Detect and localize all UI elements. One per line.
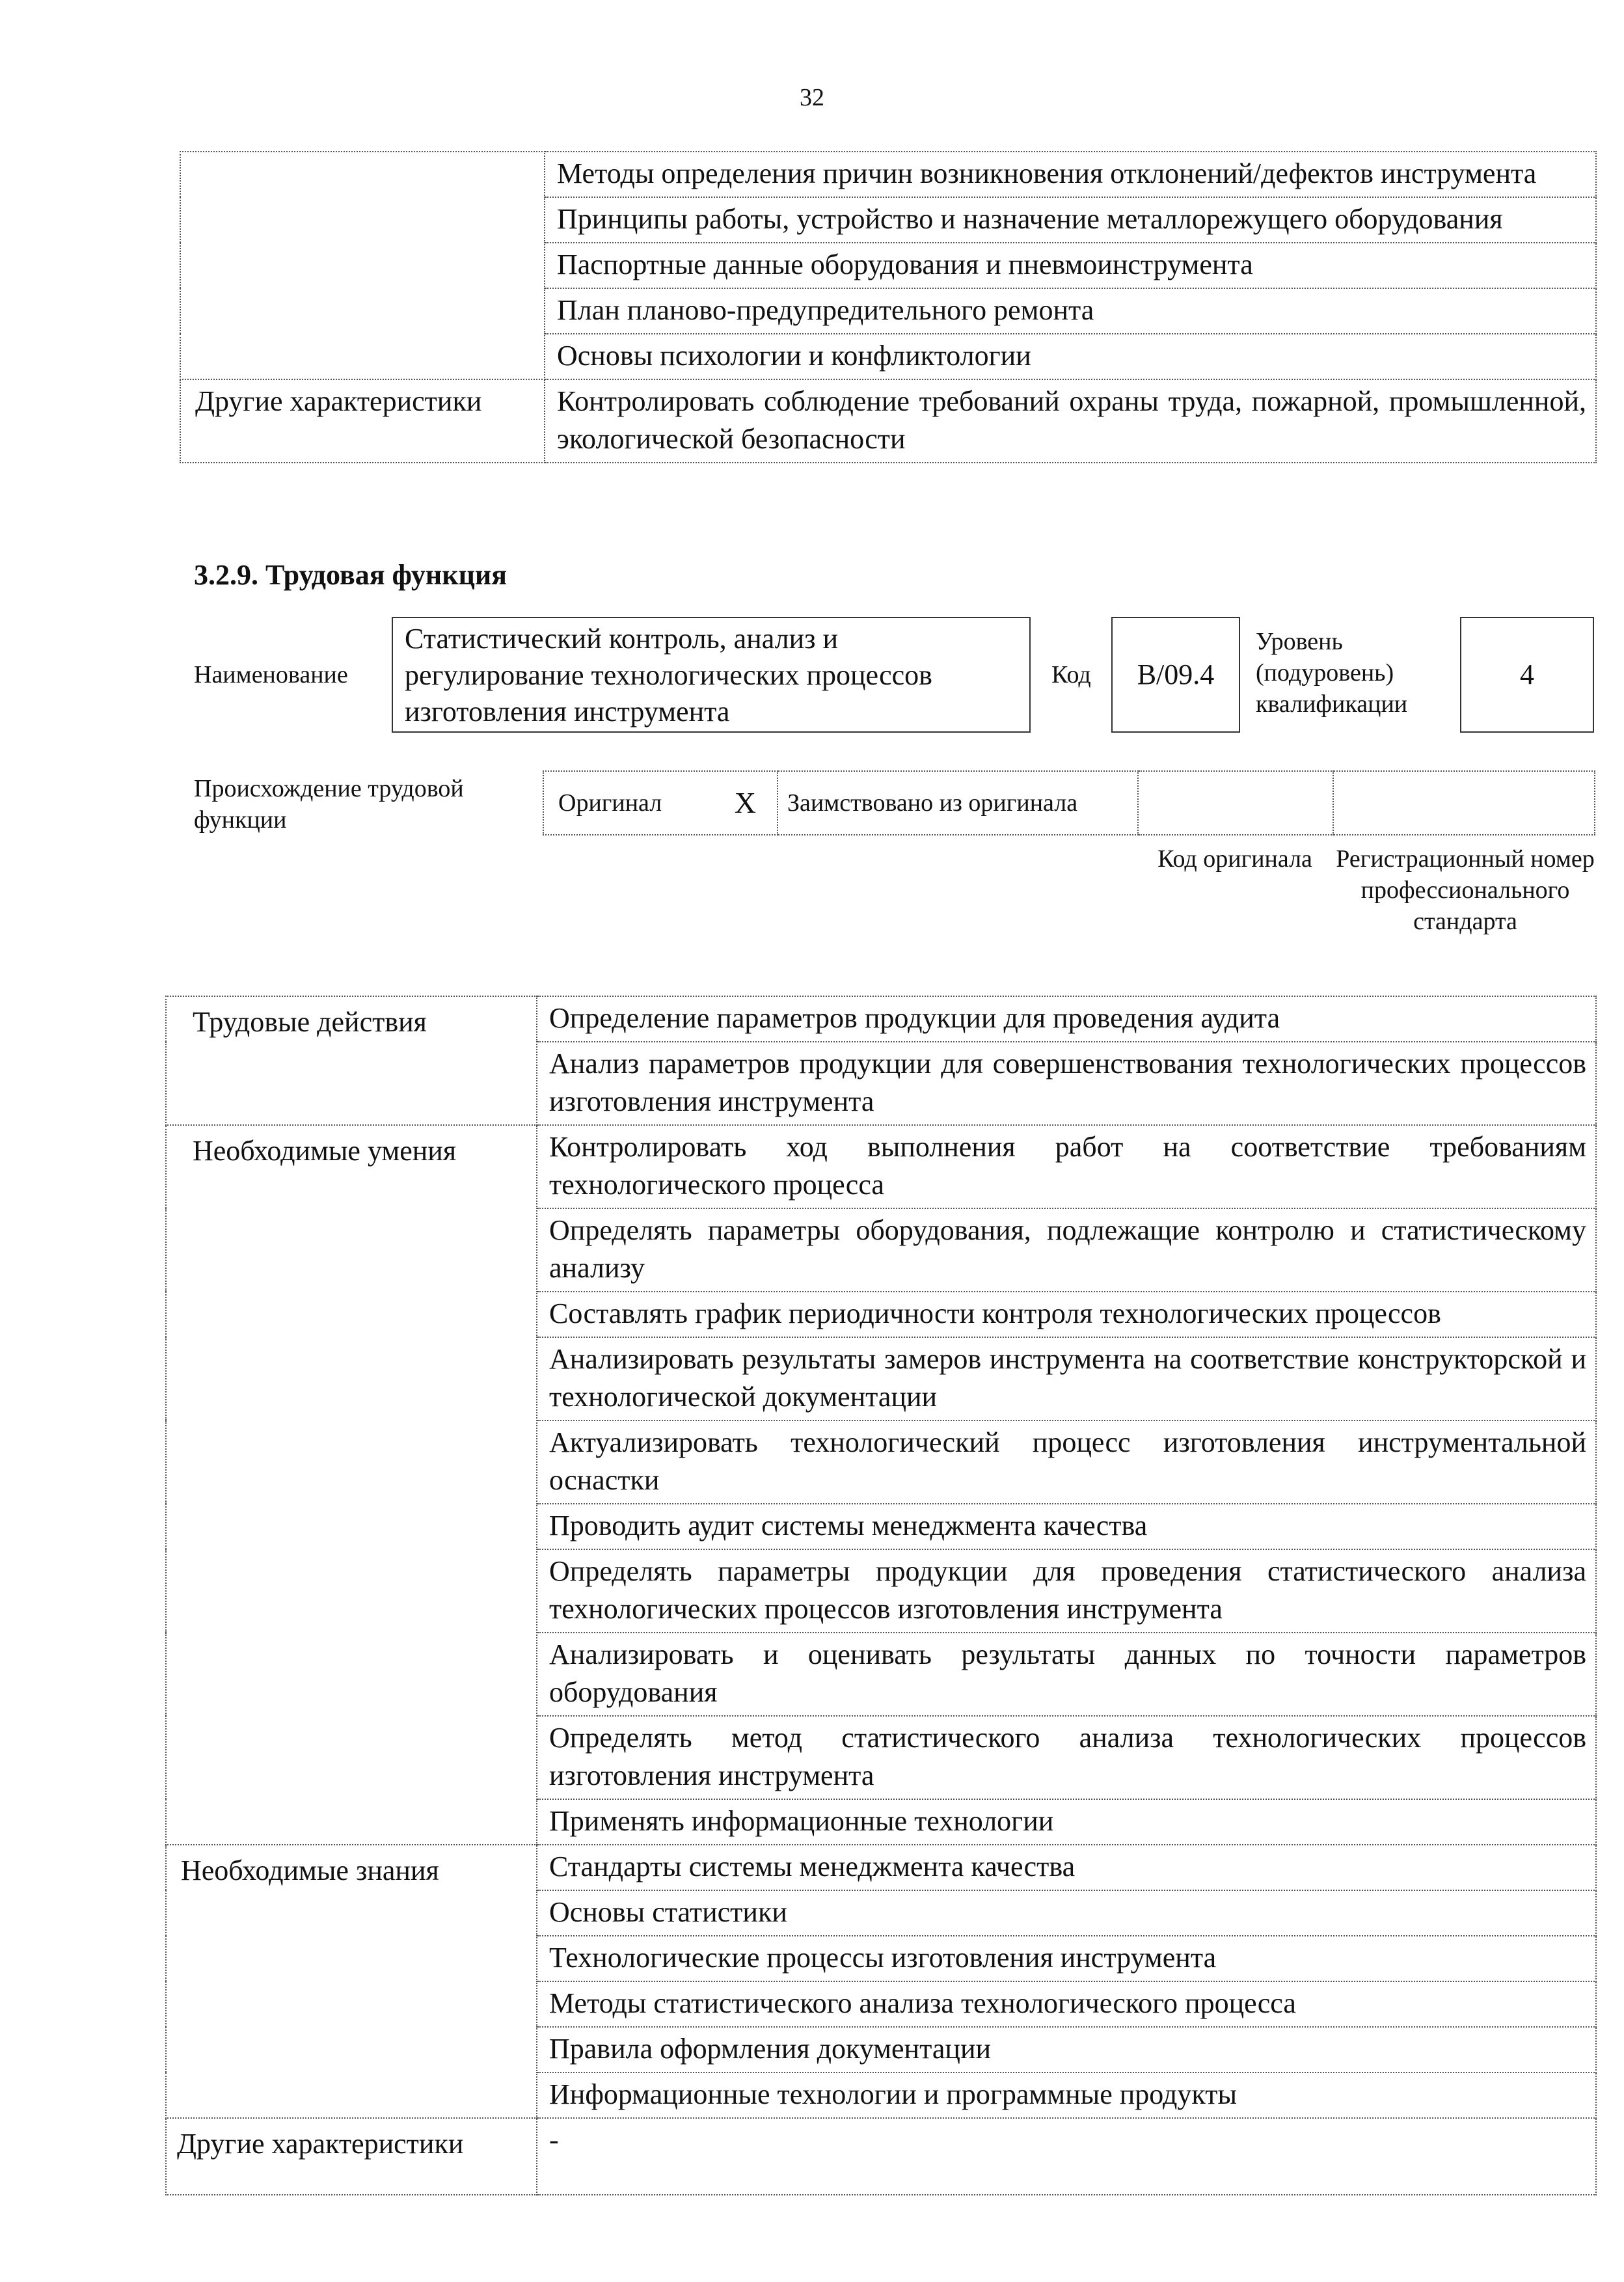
action-item: Анализ параметров продукции для совершенствования технологических процессов изготовления инструмента [537, 1042, 1596, 1125]
borrowed-label: Заимствовано из оригинала [778, 771, 1138, 835]
origin-original-cell [543, 771, 778, 835]
knowledge-item: Правила оформления документации [537, 2027, 1596, 2072]
knowledge-item: Методы статистического анализа технологического процесса [537, 1981, 1596, 2027]
origin-reg-cell [1333, 771, 1595, 835]
other-value: - [537, 2118, 1596, 2195]
section-title: 3.2.9. Трудовая функция [194, 559, 508, 591]
page-number: 32 [800, 84, 824, 111]
origin-label: Происхождение трудовой функции [194, 775, 464, 834]
top-knowledge-item: Основы психологии и конфликтологии [545, 334, 1596, 379]
code-label: Код [1051, 661, 1091, 688]
knowledge-item: Технологические процессы изготовления инструмента [537, 1936, 1596, 1981]
skill-item: Определять метод статистического анализа технологических процессов изготовления инструмента [537, 1716, 1596, 1799]
skill-item: Составлять график периодичности контроля технологических процессов [537, 1292, 1596, 1337]
code-value: B/09.4 [1111, 617, 1240, 733]
level-label: Уровень (подуровень) квалификации [1256, 628, 1408, 718]
skill-item: Анализировать и оценивать результаты данных по точности параметров оборудования [537, 1633, 1596, 1716]
top-knowledge-item: План планово-предупредительного ремонта [545, 288, 1596, 334]
code-caption: Код оригинала [1157, 845, 1312, 873]
original-mark: X [734, 786, 756, 819]
other-label: Другие характеристики [166, 2118, 537, 2195]
skill-item: Определять параметры продукции для проведения статистического анализа технологических процессов изготовления инструмента [537, 1549, 1596, 1633]
skill-item: Определять параметры оборудования, подлежащие контролю и статистическому анализу [537, 1208, 1596, 1292]
actions-label: Трудовые действия [166, 996, 537, 1125]
main-table [165, 996, 1597, 2195]
name-label: Наименование [194, 661, 348, 688]
skill-item: Контролировать ход выполнения работ на соответствие требованиям технологического процесса [537, 1125, 1596, 1208]
skill-item: Анализировать результаты замеров инструмента на соответствие конструкторской и технологической документации [537, 1337, 1596, 1420]
top-empty-label [180, 152, 545, 379]
skill-item: Проводить аудит системы менеджмента качества [537, 1504, 1596, 1549]
top-knowledge-item: Методы определения причин возникновения отклонений/дефектов инструмента [545, 152, 1596, 197]
level-value: 4 [1460, 617, 1594, 733]
top-table [180, 151, 1597, 463]
top-knowledge-item: Принципы работы, устройство и назначение металлорежущего оборудования [545, 197, 1596, 243]
name-value: Статистический контроль, анализ и регулирование технологических процессов изготовления инструмента [392, 617, 1031, 733]
top-knowledge-item: Паспортные данные оборудования и пневмоинструмента [545, 243, 1596, 288]
origin-table [543, 770, 1595, 835]
top-other-value: Контролировать соблюдение требований охраны труда, пожарной, промышленной, экологической безопасности [545, 379, 1596, 463]
skills-label: Необходимые умения [166, 1125, 537, 1845]
top-other-label: Другие характеристики [180, 379, 545, 463]
action-item: Определение параметров продукции для проведения аудита [537, 996, 1596, 1042]
knowledge-item: Основы статистики [537, 1890, 1596, 1936]
knowledge-label: Необходимые знания [166, 1845, 537, 2118]
skill-item: Применять информационные технологии [537, 1799, 1596, 1845]
knowledge-item: Информационные технологии и программные продукты [537, 2072, 1596, 2118]
original-label: Оригинал [558, 789, 662, 817]
reg-caption: Регистрационный номер профессионального стандарта [1336, 845, 1595, 935]
knowledge-item: Стандарты системы менеджмента качества [537, 1845, 1596, 1890]
origin-code-cell [1138, 771, 1333, 835]
skill-item: Актуализировать технологический процесс изготовления инструментальной оснастки [537, 1420, 1596, 1504]
